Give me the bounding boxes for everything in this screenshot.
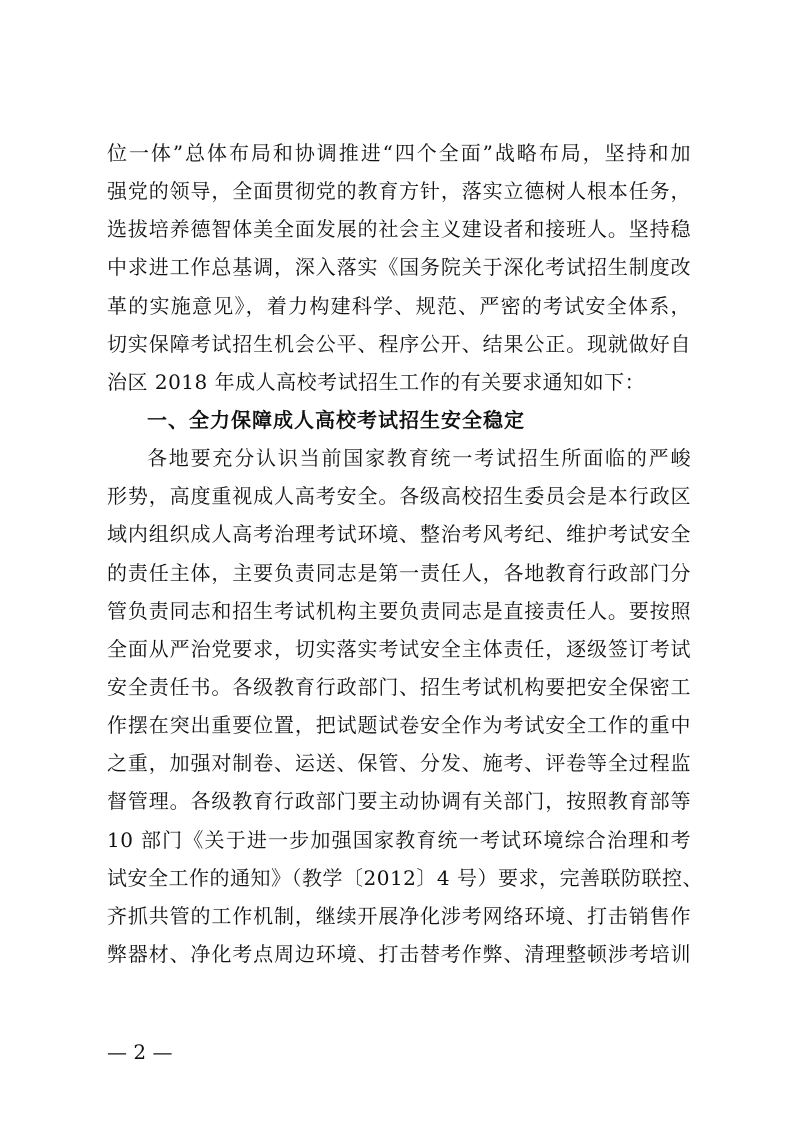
paragraph-line: 各地要充分认识当前国家教育统一考试招生所面临的严峻 [147, 446, 691, 471]
paragraph-line: 安全责任书。各级教育行政部门、招生考试机构要把安全保密工 [107, 675, 691, 699]
paragraph-line: 切实保障考试招生机会公平、程序公开、结果公正。现就做好自 [107, 331, 691, 356]
paragraph-line: 治区 2018 年成人高校考试招生工作的有关要求通知如下： [107, 369, 646, 394]
paragraph-line: 10 部门《关于进一步加强国家教育统一考试环境综合治理和考 [107, 827, 691, 852]
paragraph-line: 弊器材、净化考点周边环境、打击替考作弊、清理整顿涉考培训 [107, 942, 691, 966]
paragraph-line: 革的实施意见》，着力构建科学、规范、严密的考试安全体系， [107, 293, 691, 318]
paragraph-line: 督管理。各级教育行政部门要主动协调有关部门，按照教育部等 [107, 789, 691, 814]
paragraph-line: 形势，高度重视成人高考安全。各级高校招生委员会是本行政区 [107, 484, 691, 509]
paragraph-line: 作摆在突出重要位置，把试题试卷安全作为考试安全工作的重中 [107, 713, 691, 738]
paragraph-line: 试安全工作的通知》（教学〔2012〕4 号）要求，完善联防联控、 [107, 865, 703, 890]
paragraph-line: 齐抓共管的工作机制，继续开展净化涉考网络环境、打击销售作 [107, 903, 691, 928]
paragraph-line: 管负责同志和招生考试机构主要负责同志是直接责任人。要按照 [107, 598, 691, 623]
paragraph-line: 的责任主体，主要负责同志是第一责任人，各地教育行政部门分 [107, 560, 691, 585]
paragraph-line: 中求进工作总基调，深入落实《国务院关于深化考试招生制度改 [107, 255, 691, 280]
paragraph-line: 之重，加强对制卷、运送、保管、分发、施考、评卷等全过程监 [107, 751, 691, 776]
page-number: — 2 — [107, 1040, 173, 1064]
paragraph-line: 强党的领导，全面贯彻党的教育方针，落实立德树人根本任务， [107, 179, 691, 204]
paragraph-line: 位一体”总体布局和协调推进“四个全面”战略布局，坚持和加 [107, 141, 691, 165]
paragraph-line: 域内组织成人高考治理考试环境、整治考风考纪、维护考试安全 [107, 522, 691, 547]
section-heading: 一、全力保障成人高校考试招生安全稳定 [147, 408, 525, 432]
paragraph-line: 选拔培养德智体美全面发展的社会主义建设者和接班人。坚持稳 [107, 217, 691, 242]
paragraph-line: 全面从严治党要求，切实落实考试安全主体责任，逐级签订考试 [107, 636, 691, 661]
